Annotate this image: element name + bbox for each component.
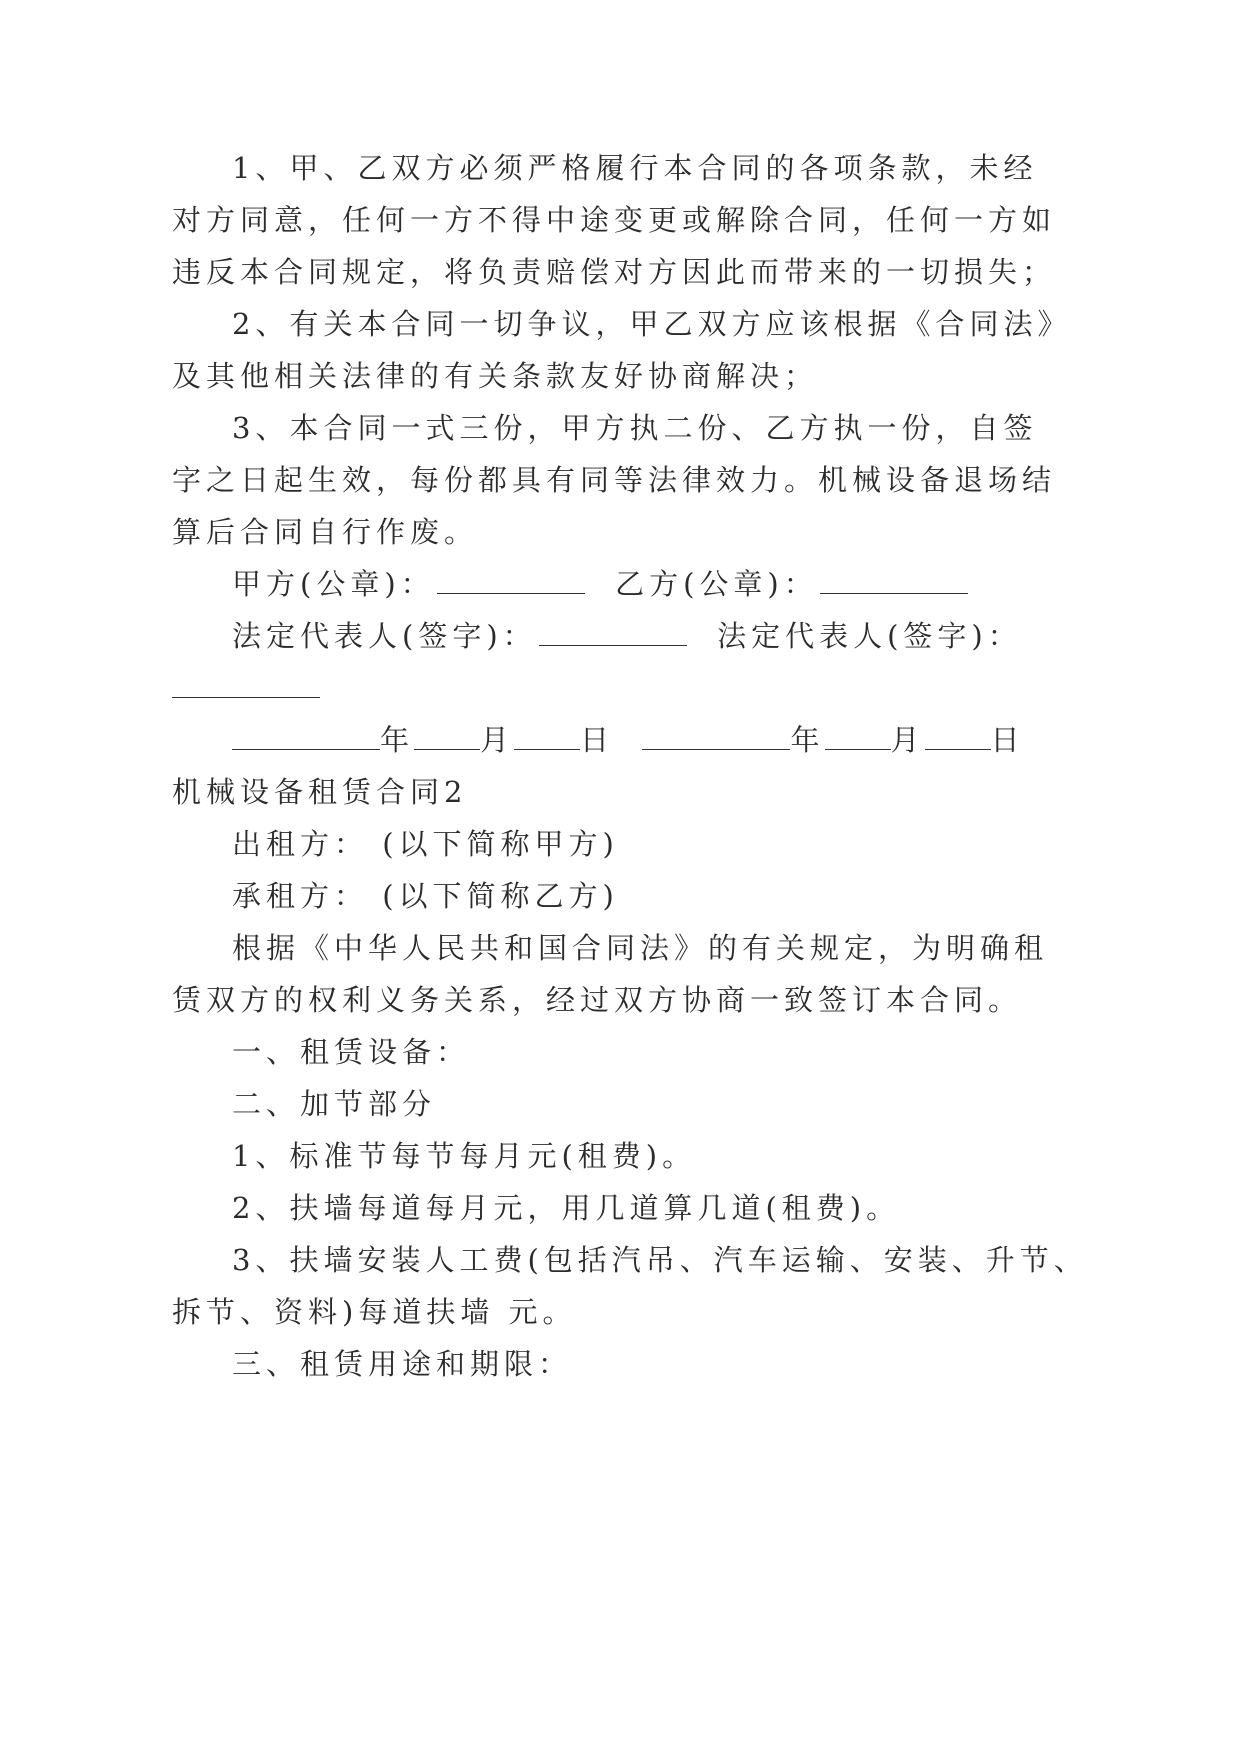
rep-a-label: 法定代表人(签字)： — [232, 619, 537, 653]
date-a-year: 年 — [380, 723, 415, 757]
date-a-month: 月 — [480, 723, 515, 757]
date-b-year: 年 — [790, 723, 825, 757]
clause-3-line-3: 算后合同自行作废。 — [172, 515, 479, 549]
date-b-day: 日 — [990, 723, 1025, 757]
rep-a-blank — [539, 623, 687, 646]
date-b-year-blank — [642, 727, 790, 750]
rep-b-blank-line — [172, 668, 320, 708]
representative-line — [232, 616, 1022, 656]
date-a-month-blank — [414, 727, 480, 750]
intro-line-2: 赁双方的权利义务关系，经过双方协商一致签订本合同。 — [172, 983, 1023, 1017]
clause-1-line-1: 1、甲、乙双方必须严格履行本合同的各项条款，未经 — [232, 151, 1038, 185]
clause-3-line-2: 字之日起生效，每份都具有同等法律效力。机械设备退场结 — [172, 463, 1057, 497]
date-a-day: 日 — [580, 723, 615, 757]
intro-line-1: 根据《中华人民共和国合同法》的有关规定，为明确租 — [232, 931, 1049, 965]
item-1: 1、标准节每节每月元(租费)。 — [232, 1139, 697, 1173]
date-b-month: 月 — [890, 723, 925, 757]
party-b-seal-blank — [820, 571, 968, 594]
rep-b-label: 法定代表人(签字)： — [717, 619, 1022, 653]
date-line — [232, 720, 1025, 760]
section-2-heading: 二、加节部分 — [232, 1087, 437, 1121]
date-b-month-blank — [825, 727, 891, 750]
item-2: 2、扶墙每道每月元，用几道算几道(租费)。 — [232, 1191, 901, 1225]
section-3-heading: 三、租赁用途和期限： — [232, 1347, 573, 1381]
date-a-day-blank — [514, 727, 580, 750]
party-a-seal-blank — [437, 571, 585, 594]
item-3-line-1: 3、扶墙安装人工费(包括汽吊、汽车运输、安装、升节、 — [232, 1243, 1088, 1277]
date-a-year-blank — [232, 727, 380, 750]
seal-line — [232, 564, 970, 604]
clause-1-line-3: 违反本合同规定，将负责赔偿对方因此而带来的一切损失； — [172, 255, 1057, 289]
lessor-line: 出租方： (以下简称甲方) — [232, 827, 619, 861]
contract-heading: 机械设备租赁合同2 — [172, 775, 468, 809]
date-b-day-blank — [925, 727, 991, 750]
clause-2-line-2: 及其他相关法律的有关条款友好协商解决； — [172, 359, 819, 393]
item-3-line-2: 拆节、资料)每道扶墙 元。 — [172, 1295, 577, 1329]
clause-1-line-2: 对方同意，任何一方不得中途变更或解除合同，任何一方如 — [172, 203, 1057, 237]
lessee-line: 承租方： (以下简称乙方) — [232, 879, 619, 913]
clause-3-line-1: 3、本合同一式三份，甲方执二份、乙方执一份，自签 — [232, 411, 1038, 445]
rep-b-blank — [172, 675, 320, 698]
section-1-heading: 一、租赁设备： — [232, 1035, 471, 1069]
party-a-seal-label: 甲方(公章)： — [232, 567, 435, 601]
clause-2-line-1: 2、有关本合同一切争议，甲乙双方应该根据《合同法》 — [232, 307, 1072, 341]
party-b-seal-label: 乙方(公章)： — [615, 567, 818, 601]
